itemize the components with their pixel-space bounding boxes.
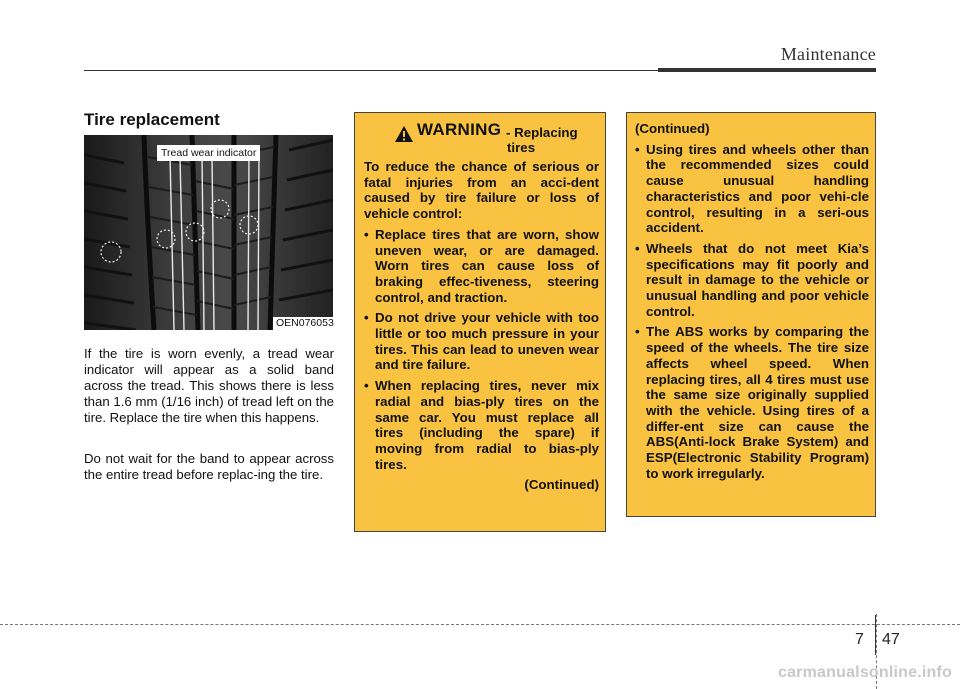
footer-dashed-rule — [0, 624, 960, 625]
continued-bullet-list — [635, 142, 869, 482]
body-paragraph: If the tire is worn evenly, a tread wear indicator will appear as a solid band across the tread. This shows there is less than 1.6 mm (1/16 inch) of tread left on the tire. Replace the tire when this happens. — [84, 346, 334, 425]
figure-callout-label: Tread wear indicator — [157, 145, 260, 161]
section-title: Maintenance — [780, 44, 876, 64]
page-heading: Tire replacement — [84, 110, 220, 129]
warning-box — [354, 112, 606, 532]
watermark: carmanualsonline.info — [777, 664, 952, 681]
tire-tread-photo — [84, 135, 333, 330]
warning-subtitle: - Replacing — [506, 125, 578, 140]
warning-bullet-list — [364, 227, 599, 473]
body-paragraph: Do not wait for the band to appear across the entire tread before replac-ing the tire. — [84, 451, 334, 482]
list-item: • The ABS works by comparing the speed of the wheels. The tire size affects wheel speed. When replacing tires, all 4 tires must use the same size originally supplied with the vehicle. Using tires of a differ-ent size can cause the ABS(Anti-lock Brake System) and ESP(Electronic Stability Program) to work irregularly. — [635, 324, 869, 481]
warning-intro: To reduce the chance of serious or fatal injuries from an acci-dent caused by tire failure or loss of vehicle control: — [364, 159, 599, 222]
list-item: • Using tires and wheels other than the recommended sizes could cause unusual handling characteristics and poor vehi-cle control, resulting in a seri-ous accident. — [635, 142, 869, 236]
header-rule-accent — [658, 68, 876, 72]
list-item: • Wheels that do not meet Kia’s specifications may fit poorly and result in damage to the vehicle or unusual handling and poor vehicle control. — [635, 241, 869, 320]
continued-warning-box — [626, 112, 876, 517]
warning-label: WARNING — [417, 120, 502, 139]
list-item: • Do not drive your vehicle with too little or too much pressure in your tires. This can lead to uneven wear and tire failure. — [364, 310, 599, 373]
chapter-number: 7 — [855, 631, 864, 648]
continued-heading: (Continued) — [635, 121, 710, 136]
page-number-divider — [875, 615, 876, 655]
warning-triangle-icon — [394, 125, 414, 143]
figure-code: OEN076053 — [273, 317, 337, 330]
warning-header — [364, 119, 599, 159]
page-number: 47 — [882, 631, 900, 648]
warning-subtitle-line2: tires — [507, 140, 536, 155]
continued-note: (Continued) — [524, 477, 599, 493]
list-item: • Replace tires that are worn, show uneven wear, or are damaged. Worn tires can cause loss of braking effec-tiveness, steering control, and traction. — [364, 227, 599, 306]
list-item: • When replacing tires, never mix radial and bias-ply tires on the same car. You must replace all tires (including the spare) if moving from radial to bias-ply tires. — [364, 378, 599, 472]
